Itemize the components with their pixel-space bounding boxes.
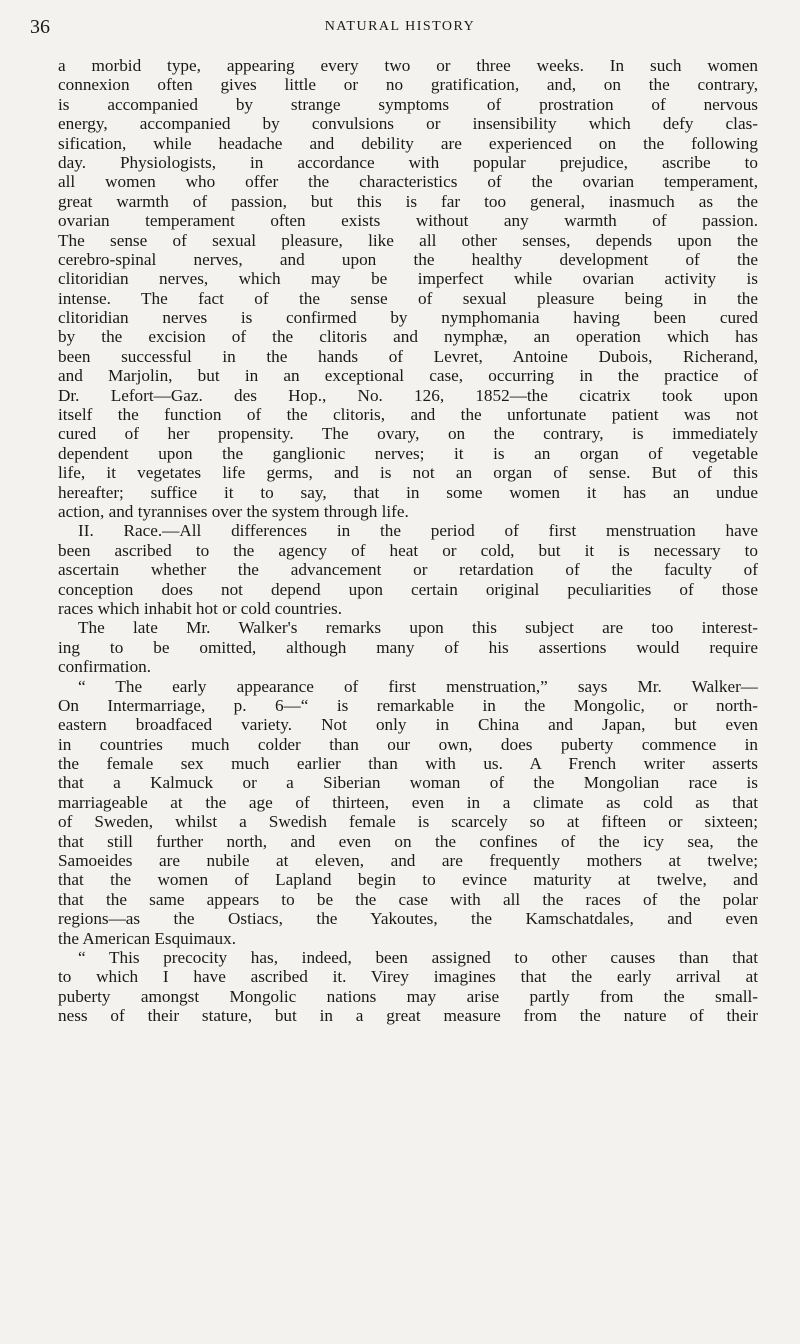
text-line: to which I have ascribed it. Virey imagines that the early arrival at — [58, 967, 758, 987]
text-line: the female sex much earlier than with us. A French writer asserts — [58, 754, 758, 774]
text-line: hereafter; suffice it to say, that in some women it has an undue — [58, 482, 758, 502]
text-line: all women who offer the characteristics of the ovarian temperament, — [58, 172, 758, 192]
text-line: life, it vegetates life germs, and is not an organ of sense. But of this — [58, 463, 758, 483]
text-line: the American Esquimaux. — [58, 928, 237, 948]
text-line: puberty amongst Mongolic nations may arise partly from the small- — [58, 986, 758, 1006]
text-line: and Marjolin, but in an exceptional case, occurring in the practice of — [58, 366, 758, 386]
text-line: On Intermarriage, p. 6—“ is remarkable in the Mongolic, or north- — [58, 695, 758, 715]
text-line: is accompanied by strange symptoms of prostration of nervous — [58, 94, 758, 114]
text-line: confirmation. — [58, 657, 152, 677]
text-line: that the women of Lapland begin to evince maturity at twelve, and — [58, 870, 758, 890]
text-line: races which inhabit hot or cold countries. — [58, 598, 342, 618]
text-line: itself the function of the clitoris, and the unfortunate patient was not — [58, 405, 758, 425]
text-line: “ The early appearance of first menstruation,” says Mr. Walker— — [78, 676, 758, 696]
text-line: great warmth of passion, but this is far too general, inasmuch as the — [58, 191, 758, 211]
body-text — [58, 56, 758, 1026]
text-line: by the excision of the clitoris and nymphæ, an operation which has — [58, 327, 758, 347]
text-line: cerebro-spinal nerves, and upon the healthy development of the — [58, 249, 758, 269]
text-line: that a Kalmuck or a Siberian woman of the Mongolian race is — [58, 773, 758, 793]
text-line: connexion often gives little or no gratification, and, on the contrary, — [58, 75, 758, 95]
text-line: in countries much colder than our own, does puberty commence in — [58, 734, 758, 754]
text-line: action, and tyrannises over the system through life. — [58, 501, 409, 521]
text-line: ovarian temperament often exists without any warmth of passion. — [58, 211, 758, 231]
text-line: Dr. Lefort—Gaz. des Hop., No. 126, 1852—the cicatrix took upon — [58, 385, 758, 405]
text-line: sification, while headache and debility are experienced on the following — [58, 133, 758, 153]
text-line: energy, accompanied by convulsions or insensibility which defy clas- — [58, 114, 758, 134]
text-line: clitoridian nerves is confirmed by nymphomania having been cured — [58, 308, 758, 328]
text-line: cured of her propensity. The ovary, on the contrary, is immediately — [58, 424, 758, 444]
text-line: dependent upon the ganglionic nerves; it is an organ of vegetable — [58, 443, 758, 463]
text-line: eastern broadfaced variety. Not only in China and Japan, but even — [58, 715, 758, 735]
text-line: a morbid type, appearing every two or three weeks. In such women — [58, 56, 758, 75]
text-line: intense. The fact of the sense of sexual pleasure being in the — [58, 288, 758, 308]
text-line: marriageable at the age of thirteen, even in a climate as cold as that — [58, 792, 758, 812]
text-line: Samoeides are nubile at eleven, and are frequently mothers at twelve; — [58, 851, 758, 871]
text-line: that the same appears to be the case with all the races of the polar — [58, 889, 758, 909]
text-line: conception does not depend upon certain original peculiarities of those — [58, 579, 758, 599]
text-line: II. Race.—All differences in the period of first menstruation have — [78, 521, 758, 541]
text-line: ing to be omitted, although many of his assertions would require — [58, 637, 758, 657]
text-line: “ This precocity has, indeed, been assigned to other causes than that — [78, 947, 758, 967]
text-line: regions—as the Ostiacs, the Yakoutes, the Kamschatdales, and even — [58, 909, 758, 929]
text-line: The sense of sexual pleasure, like all other senses, depends upon the — [58, 230, 758, 250]
text-line: clitoridian nerves, which may be imperfect while ovarian activity is — [58, 269, 758, 289]
text-line: ness of their stature, but in a great measure from the nature of their — [58, 1006, 758, 1026]
text-line: been ascribed to the agency of heat or cold, but it is necessary to — [58, 540, 758, 560]
page-header — [30, 16, 770, 42]
running-title: NATURAL HISTORY — [324, 19, 476, 34]
text-line: day. Physiologists, in accordance with popular prejudice, ascribe to — [58, 152, 758, 172]
page-number: 36 — [30, 16, 50, 38]
text-line: of Sweden, whilst a Swedish female is scarcely so at fifteen or sixteen; — [58, 812, 758, 832]
text-line: ascertain whether the advancement or retardation of the faculty of — [58, 560, 758, 580]
text-line: been successful in the hands of Levret, Antoine Dubois, Richerand, — [58, 346, 758, 366]
text-line: that still further north, and even on the confines of the icy sea, the — [58, 831, 758, 851]
text-line: The late Mr. Walker's remarks upon this subject are too interest- — [78, 618, 758, 638]
